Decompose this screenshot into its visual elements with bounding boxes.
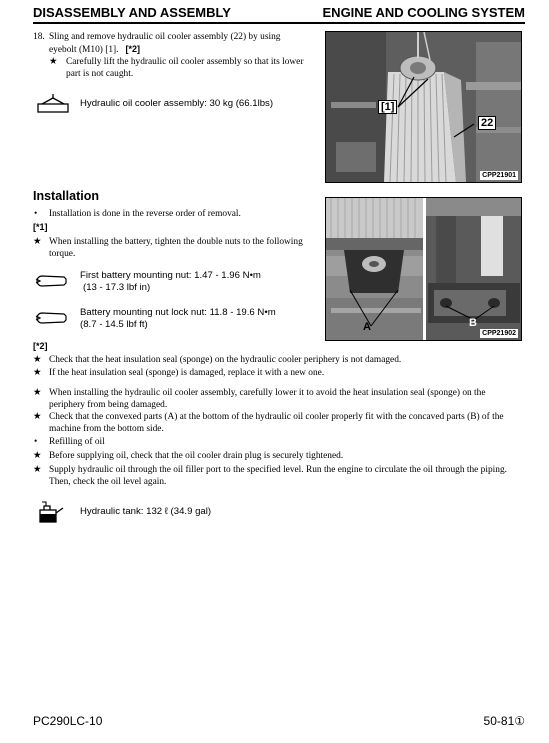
weight-icon <box>36 92 70 114</box>
photo-1-caption: CPP21901 <box>482 172 516 179</box>
step-18-note-line-1: Carefully lift the hydraulic oil cooler assembly so that its lower <box>66 57 304 67</box>
photo-oil-cooler-removal-image <box>326 32 521 182</box>
tag-star-1: [*1] <box>33 222 48 232</box>
step-18-note-line-2: part is not caught. <box>66 68 134 79</box>
torque-first-nut-line-2: (13 - 17.3 lbf in) <box>83 282 151 293</box>
installation-heading: Installation <box>33 189 99 203</box>
refill-supply-line-2: Then, check the oil level again. <box>49 476 167 487</box>
torque-lock-nut-line-2: (8.7 - 14.5 lbf ft) <box>80 319 148 330</box>
oil-can-icon <box>38 500 66 524</box>
weight-spec: Hydraulic oil cooler assembly: 30 kg (66.1lbs) <box>80 98 274 109</box>
callout-oil-cooler: 22 <box>478 116 496 130</box>
note-star: ★ <box>33 412 42 422</box>
step-18-tag: [*2] <box>125 43 141 54</box>
note-star: ★ <box>33 368 42 378</box>
refill-star: ★ <box>33 465 42 475</box>
step-18-note <box>66 57 322 80</box>
installation-intro: Installation is done in the reverse order of removal. <box>49 209 241 219</box>
torque-first-nut-line-1: First battery mounting nut: 1.47 - 1.96 N•m <box>80 270 261 281</box>
step-18-note-star: ★ <box>49 57 58 67</box>
tag-star-2: [*2] <box>33 341 48 351</box>
battery-note-star: ★ <box>33 237 42 247</box>
step-18-line-2-text: eyebolt (M10) [1]. <box>49 44 119 55</box>
step-18-line-1: Sling and remove hydraulic oil cooler assembly (22) by using <box>49 32 281 42</box>
header-chapter-title: ENGINE AND COOLING SYSTEM <box>322 5 525 20</box>
torque-lock-nut <box>80 307 276 331</box>
note-seal-replace: If the heat insulation seal (sponge) is damaged, replace it with a new one. <box>49 368 325 378</box>
footer-page-number: 50-81① <box>483 714 525 728</box>
footer-model: PC290LC-10 <box>33 714 103 728</box>
step-18-number: 18. <box>33 32 45 42</box>
photo-cooler-bottom-fit <box>325 197 522 341</box>
note-star: ★ <box>33 388 42 398</box>
note-lower-carefully <box>49 388 529 411</box>
callout-eyebolt: [1] <box>378 100 397 114</box>
torque-first-nut <box>80 270 261 294</box>
torque-lock-nut-line-1: Battery mounting nut lock nut: 11.8 - 19.6 N•m <box>80 307 276 318</box>
hydraulic-tank-spec: Hydraulic tank: 132 ℓ (34.9 gal) <box>80 506 212 517</box>
note-seal-check: Check that the heat insulation seal (sponge) on the hydraulic cooler periphery is not damaged. <box>49 355 402 365</box>
note-convex-fit-line-1: Check that the convexed parts (A) at the bottom of the hydraulic oil cooler properly fit with the concaved parts (B) of the <box>49 412 504 422</box>
note-convex-fit-line-2: machine from the bottom side. <box>49 423 164 434</box>
battery-note-line-1: When installing the battery, tighten the double nuts to the following <box>49 237 303 247</box>
callout-concave-parts: B <box>469 317 477 329</box>
callout-convex-parts: A <box>363 321 371 333</box>
note-convex-fit <box>49 412 529 435</box>
wrench-icon <box>34 310 68 326</box>
photo-oil-cooler-removal <box>325 31 522 183</box>
refill-drain-check: Before supplying oil, check that the oil cooler drain plug is securely tightened. <box>49 451 344 461</box>
header-section-title: DISASSEMBLY AND ASSEMBLY <box>33 5 231 20</box>
battery-note <box>49 237 324 260</box>
installation-bullet: • <box>34 209 38 219</box>
refill-bullet: • <box>34 437 38 447</box>
header-rule <box>33 22 525 24</box>
wrench-icon <box>34 273 68 289</box>
step-18-text <box>49 32 319 56</box>
battery-note-line-2: torque. <box>49 248 76 259</box>
refill-supply <box>49 465 529 488</box>
step-18-line-2 <box>49 44 319 57</box>
note-lower-carefully-line-1: When installing the hydraulic oil cooler assembly, carefully lower it to avoid the heat insulation seal (sponge) on the <box>49 388 486 398</box>
note-lower-carefully-line-2: periphery from being damaged. <box>49 399 168 410</box>
photo-2-caption: CPP21902 <box>482 330 516 337</box>
photo-cooler-bottom-fit-image <box>326 198 521 340</box>
note-star: ★ <box>33 355 42 365</box>
refill-supply-line-1: Supply hydraulic oil through the oil filler port to the specified level. Run the engine to circulate the oil through the piping. <box>49 465 507 475</box>
refill-star: ★ <box>33 451 42 461</box>
refill-heading: Refilling of oil <box>49 437 105 447</box>
